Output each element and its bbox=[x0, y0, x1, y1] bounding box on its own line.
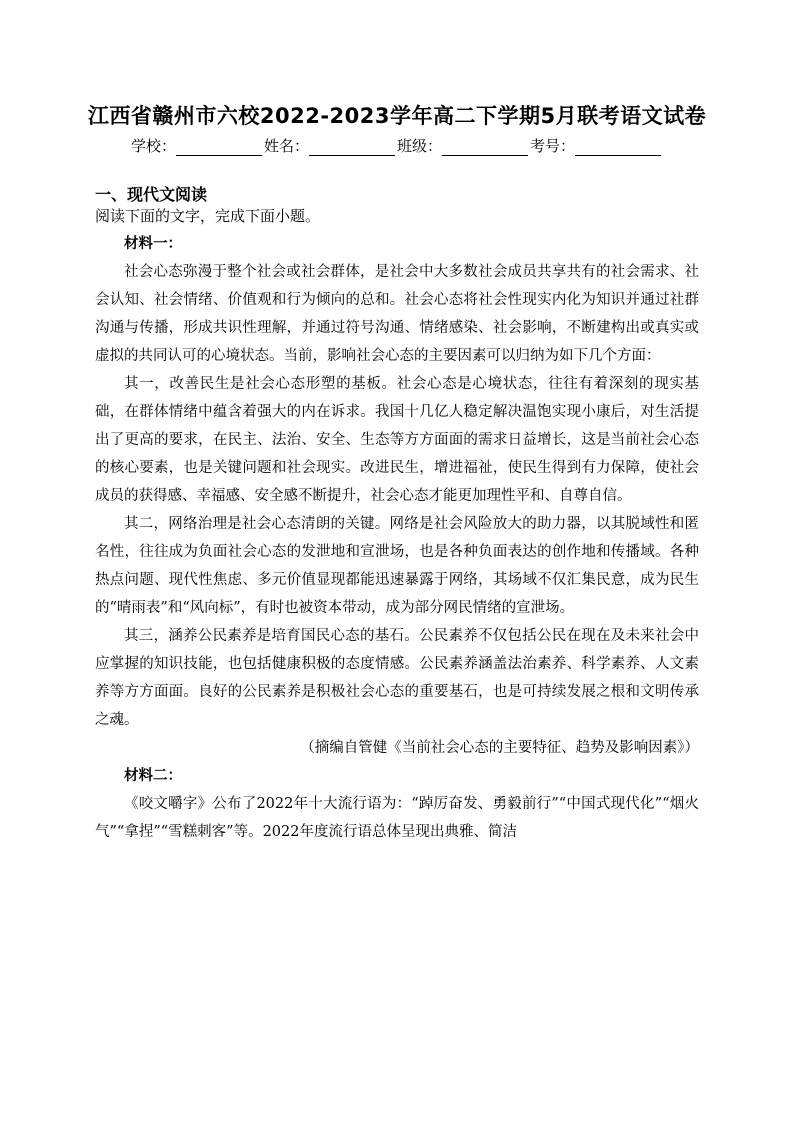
class-blank bbox=[442, 138, 528, 156]
material1-paragraph: 其三，涵养公民素养是培育国民心态的基石。公民素养不仅包括公民在现在及未来社会中应掌握的知识技能，也包括健康积极的态度情感。公民素养涵盖法治素养、科学素养、人文素养等方方面面。良好的公民素养是积极社会心态的重要基石，也是可持续发展之根和文明传承之魂。 bbox=[95, 628, 699, 728]
class-label: 班级： bbox=[397, 137, 443, 155]
section-heading: 一、现代文阅读 bbox=[95, 185, 208, 204]
material1-paragraph: 其一，改善民生是社会心态形塑的基板。社会心态是心境状态，往往有着深刻的现实基础，在群体情绪中蕴含着强大的内在诉求。我国十几亿人稳定解决温饱实现小康后，对生活提出了更高的要求，在民主、法治、安全、生态等方方面面的需求日益增长，这是当前社会心态的核心要素，也是关键问题和社会现实。改进民生，增进福祉，使民生得到有力保障，使社会成员的获得感、幸福感、安全感不断提升，社会心态才能更加理性平和、自尊自信。 bbox=[95, 376, 699, 504]
school-label: 学校： bbox=[130, 137, 176, 155]
name-blank bbox=[309, 138, 395, 156]
reading-passage bbox=[95, 230, 699, 846]
exam-number-blank bbox=[575, 138, 661, 156]
material1-source: （摘编自管健《当前社会心态的主要特征、趋势及影响因素》） bbox=[300, 740, 699, 756]
school-blank bbox=[176, 138, 262, 156]
material2-paragraph: 《咬文嚼字》公布了2022年十大流行语为：“踔厉奋发、勇毅前行”“中国式现代化”“烟火气”“拿捏”“雪糕刺客”等。2022年度流行语总体呈现出典雅、简洁 bbox=[95, 796, 699, 840]
material2-heading: 材料二： bbox=[124, 768, 182, 784]
material1-paragraph: 社会心态弥漫于整个社会或社会群体，是社会中大多数社会成员共享共有的社会需求、社会认知、社会情绪、价值观和行为倾向的总和。社会心态将社会性现实内化为知识并通过社群沟通与传播，形成共识性理解，并通过符号沟通、情绪感染、社会影响，不断建构出或真实或虚拟的共同认可的心境状态。当前，影响社会心态的主要因素可以归纳为如下几个方面： bbox=[95, 264, 699, 364]
student-info-row bbox=[0, 135, 794, 156]
instruction: 阅读下面的文字，完成下面小题。 bbox=[95, 207, 321, 225]
name-label: 姓名： bbox=[263, 137, 309, 155]
material1-heading: 材料一： bbox=[124, 236, 182, 252]
exam-number-label: 考号： bbox=[530, 137, 576, 155]
material1-paragraph: 其二，网络治理是社会心态清朗的关键。网络是社会风险放大的助力器，以其脱域性和匿名性，往往成为负面社会心态的发泄地和宣泄场，也是各种负面表达的创作地和传播域。各种热点问题、现代性焦虑、多元价值显现都能迅速暴露于网络，其场域不仅汇集民意，成为民生的“晴雨表”和“风向标”，有时也被资本带动，成为部分网民情绪的宣泄场。 bbox=[95, 516, 699, 616]
exam-title: 江西省赣州市六校2022-2023学年高二下学期5月联考语文试卷 bbox=[87, 104, 707, 128]
